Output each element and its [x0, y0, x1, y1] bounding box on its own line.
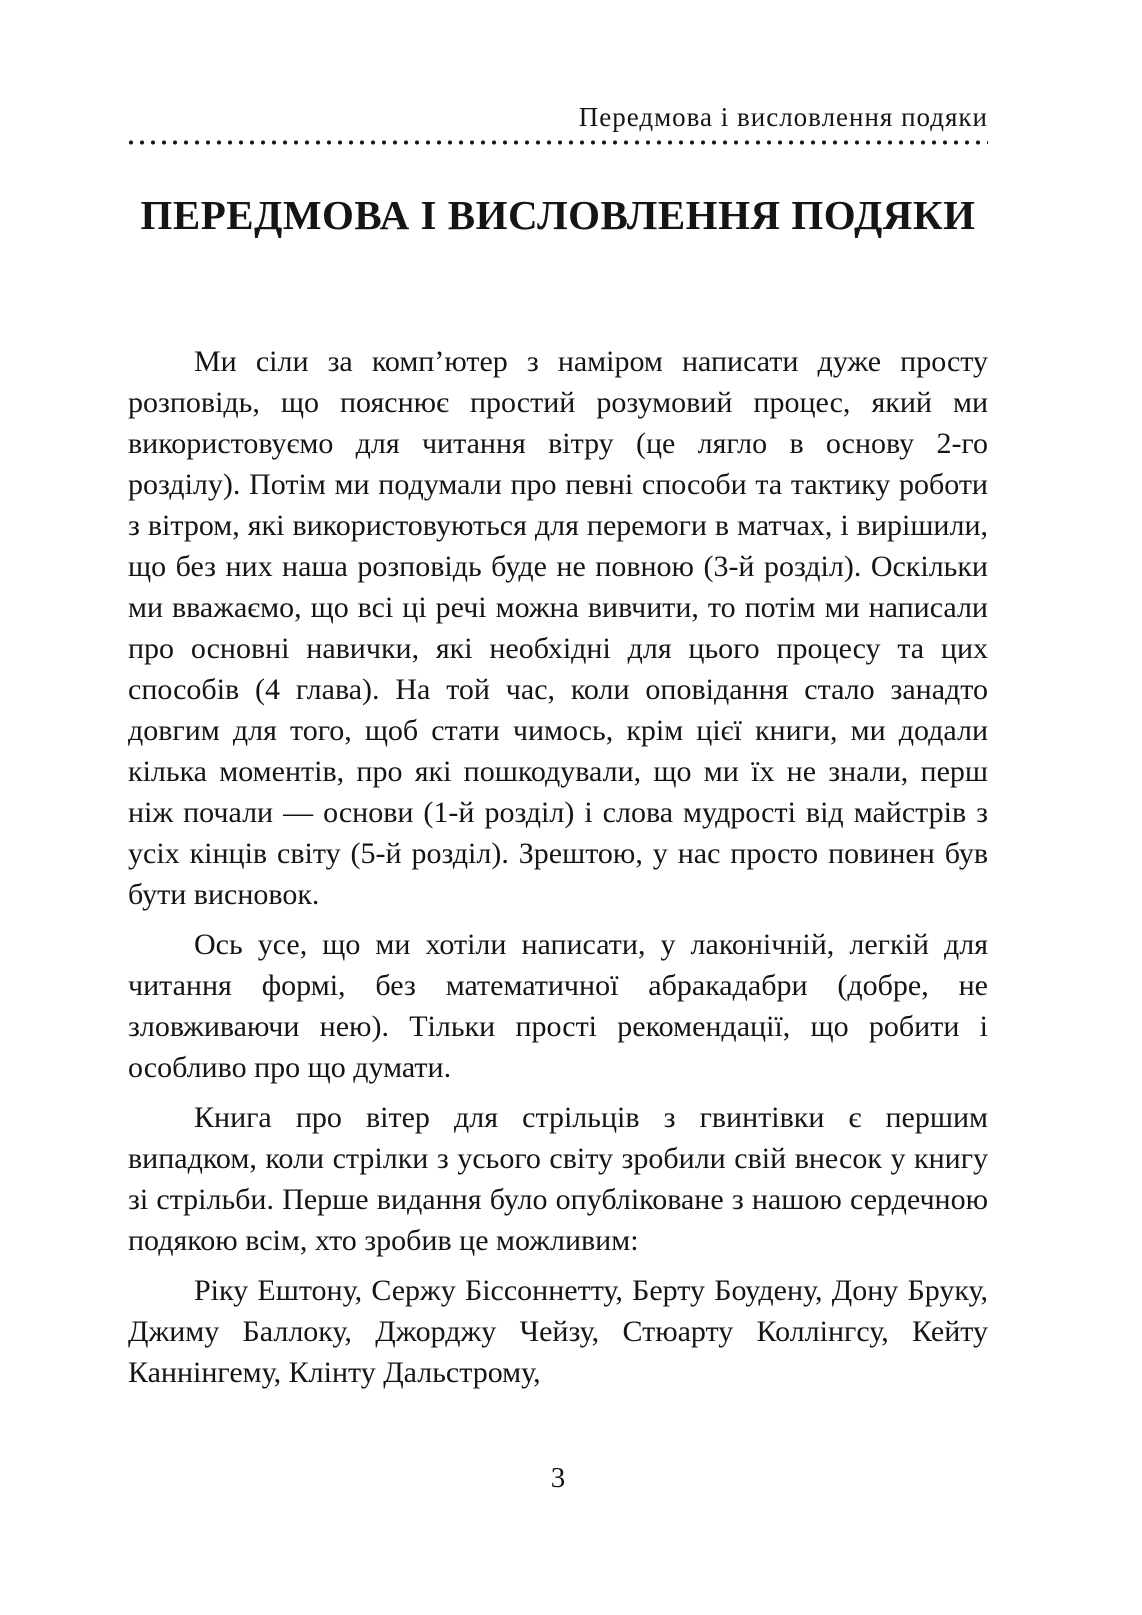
text-column — [128, 0, 988, 1393]
chapter-title: ПЕРЕДМОВА І ВИСЛОВЛЕННЯ ПОДЯКИ — [140, 192, 976, 238]
paragraph-intro: Ми сіли за комп’ютер з наміром написати дуже просту розповідь, що пояснює простий розумовий процес, який ми використовуємо для читання вітру (це лягло в основу 2-го розділу). Потім ми подумали про певні способи та тактику роботи з вітром, які використовуються для перемоги в матчах, і вирішили, що без них наша розповідь буде не повною (3-й розділ). Оскільки ми вважаємо, що всі ці речі можна вивчити, то потім ми написали про основні навички, які необхідні для цього процесу та цих способів (4 глава). На той час, коли оповідання стало занадто довгим для того, щоб стати чимось, крім цієї книги, ми додали кілька моментів, про які пошкодували, що ми їх не знали, перш ніж почали — основи (1-й розділ) і слова мудрості від майстрів з усіх кінців світу (5-й розділ). Зрештою, у нас просто повинен був бути висновок. — [128, 345, 988, 911]
running-head: Передмова і висловлення подяки — [578, 102, 988, 132]
page-number: 3 — [550, 1462, 566, 1494]
paragraph-summary: Ось усе, що ми хотіли написати, у лаконічній, легкій для читання формі, без математичної абракадабри (добре, не зловживаючи нею). Тільки прості рекомендації, що робити і особливо про що думати. — [128, 928, 988, 1084]
body-text — [128, 341, 988, 1393]
paragraph-acknowledged-names: Ріку Ештону, Сержу Біссоннетту, Берту Боудену, Дону Бруку, Джиму Баллоку, Джорджу Чейзу, Стюарту Коллінгсу, Кейту Каннінгему, Клінту Дальстрому, — [128, 1274, 988, 1389]
paragraph-book-history: Книга про вітер для стрільців з гвинтівки є першим випадком, коли стрілки з усього світу зробили свій внесок у книгу зі стрільби. Перше видання було опубліковане з нашою сердечною подякою всім, хто зробив це можливим: — [128, 1101, 988, 1257]
dotted-rule — [128, 139, 988, 146]
